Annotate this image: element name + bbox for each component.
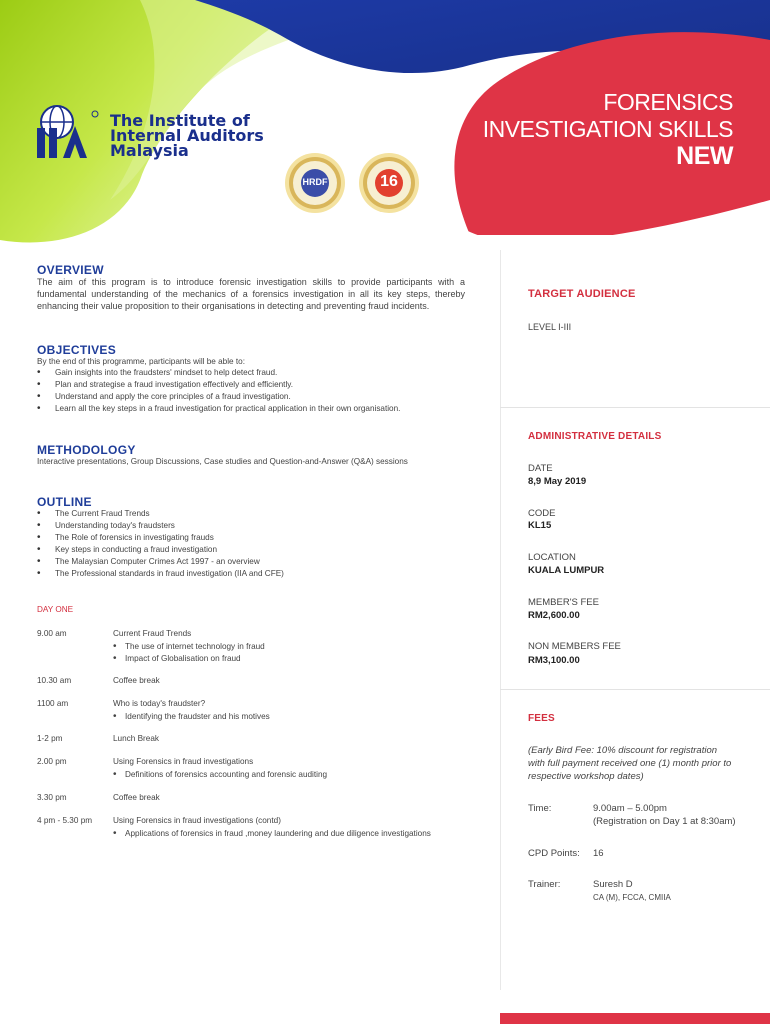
schedule-subitem: • The use of internet technology in fraud [113, 641, 265, 652]
schedule-topic: Coffee break [113, 676, 160, 685]
time-label: Time: [528, 803, 552, 814]
time-note: (Registration on Day 1 at 8:30am) [593, 816, 736, 827]
course-title-line2: INVESTIGATION SKILLS [482, 116, 733, 142]
trainer-name: Suresh D [593, 879, 633, 890]
org-name-line1: The Institute of [110, 111, 250, 130]
schedule-topic: Coffee break [113, 793, 160, 802]
schedule-topic: Lunch Break [113, 734, 159, 743]
schedule-time: 9.00 am [37, 629, 67, 638]
early-bird-line2: with full payment received one (1) month prior to [528, 758, 732, 769]
date-label: DATE [528, 463, 553, 474]
list-item: • Gain insights into the fraudsters' mindset to help detect fraud. [37, 367, 477, 379]
schedule-subitem: • Definitions of forensics accounting and forensic auditing [113, 769, 327, 780]
section-divider [500, 407, 770, 408]
member-fee-value: RM2,600.00 [528, 610, 580, 621]
code-value: KL15 [528, 520, 552, 531]
nonmember-fee-value: RM3,100.00 [528, 655, 580, 666]
schedule-topic: Using Forensics in fraud investigations (contd) [113, 816, 281, 825]
schedule-time: 1100 am [37, 699, 69, 708]
globe-icon [35, 104, 105, 160]
list-item: • The Current Fraud Trends [37, 508, 477, 520]
list-item: • Understanding today's fraudsters [37, 520, 477, 532]
location-label: LOCATION [528, 552, 576, 563]
methodology-title: METHODOLOGY [37, 443, 136, 457]
cpd-badge-number: 16 [380, 173, 398, 190]
schedule-time: 1-2 pm [37, 734, 63, 743]
location-value: KUALA LUMPUR [528, 565, 605, 576]
schedule-topic: Using Forensics in fraud investigations [113, 757, 254, 766]
schedule-topic: Current Fraud Trends [113, 629, 192, 638]
list-item: • The Malaysian Computer Crimes Act 1997 - an overview [37, 556, 477, 568]
time-value: 9.00am – 5.00pm [593, 803, 667, 814]
list-item: • Key steps in conducting a fraud investigation [37, 544, 477, 556]
org-name-line2: Internal Auditors [110, 126, 264, 145]
early-bird-line1: (Early Bird Fee: 10% discount for registration [528, 745, 718, 756]
course-title-new: NEW [676, 142, 733, 170]
objectives-list [37, 367, 477, 415]
cpd-label: CPD Points: [528, 848, 580, 859]
methodology-text: Interactive presentations, Group Discussions, Case studies and Question-and-Answer (Q&A) sessions [37, 457, 408, 466]
trainer-quals: CA (M), FCCA, CMIIA [593, 893, 671, 902]
member-fee-label: MEMBER'S FEE [528, 597, 599, 608]
course-title-line1: FORENSICS [603, 89, 733, 115]
fees-title: FEES [528, 713, 555, 724]
schedule-time: 10.30 am [37, 676, 72, 685]
section-divider [500, 689, 770, 690]
cpd-value: 16 [593, 848, 604, 859]
schedule-time: 4 pm - 5.30 pm [37, 816, 93, 825]
schedule-subitem: • Impact of Globalisation on fraud [113, 653, 241, 664]
outline-title: OUTLINE [37, 495, 92, 509]
footer-bar [500, 1013, 770, 1024]
objectives-title: OBJECTIVES [37, 343, 117, 357]
target-audience-title: TARGET AUDIENCE [528, 288, 636, 300]
org-name-line3: Malaysia [110, 141, 189, 160]
list-item: • The Role of forensics in investigating frauds [37, 532, 477, 544]
schedule-time: 2.00 pm [37, 757, 67, 766]
day-one-label: DAY ONE [37, 605, 74, 614]
code-label: CODE [528, 508, 556, 519]
column-divider [500, 250, 501, 990]
objectives-intro: By the end of this programme, participants will be able to: [37, 357, 245, 366]
nonmember-fee-label: NON MEMBERS FEE [528, 641, 621, 652]
date-value: 8,9 May 2019 [528, 476, 587, 487]
overview-title: OVERVIEW [37, 263, 104, 277]
schedule-topic: Who is today's fraudster? [113, 699, 206, 708]
outline-list [37, 508, 477, 579]
admin-details-title: ADMINISTRATIVE DETAILS [528, 431, 662, 442]
schedule-subitem: • Applications of forensics in fraud ,money laundering and due diligence investigations [113, 828, 431, 839]
list-item: • Learn all the key steps in a fraud investigation for practical application in their own organisation. [37, 403, 477, 415]
list-item: • Understand and apply the core principles of a fraud investigation. [37, 391, 477, 403]
trainer-label: Trainer: [528, 879, 561, 890]
iia-logo [35, 104, 105, 160]
hrdf-badge-label: HRDF [302, 177, 328, 187]
schedule-subitem: • Identifying the fraudster and his motives [113, 711, 270, 722]
early-bird-line3: respective workshop dates) [528, 771, 644, 782]
target-level: LEVEL I-III [528, 322, 572, 332]
list-item: • The Professional standards in fraud investigation (IIA and CFE) [37, 568, 477, 580]
schedule-time: 3.30 pm [37, 793, 67, 802]
overview-text: The aim of this program is to introduce forensic investigation skills to provide participants with a fundamental understanding of the mechanics of a forensics investigation in all its key steps, thereby enhancing their value proposition to their organisations in detecting and preventing fraud incidents. [37, 277, 465, 311]
list-item: • Plan and strategise a fraud investigation effectively and efficiently. [37, 379, 477, 391]
